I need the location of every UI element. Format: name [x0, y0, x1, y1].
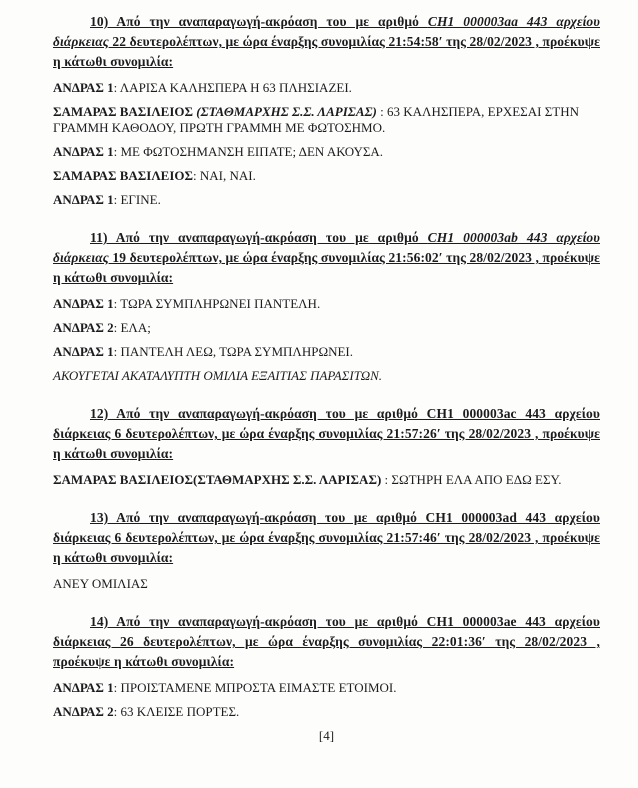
- transcript-paragraph: [53, 344, 600, 360]
- heading-text-pre: 11) Από την αναπαραγωγή-ακρόαση του με αριθμό: [90, 230, 428, 245]
- utterance-text: : ΣΩΤΗΡΗ ΕΛΑ ΑΠΟ ΕΔΩ ΕΣΥ.: [384, 472, 562, 487]
- utterance-text: : 63 ΚΛΕΙΣΕ ΠΟΡΤΕΣ.: [113, 704, 240, 719]
- utterance-text: : ΜΕ ΦΩΤΟΣΗΜΑΝΣΗ ΕΙΠΑΤΕ; ΔΕΝ ΑΚΟΥΣΑ.: [113, 144, 384, 159]
- transcript-paragraph: [53, 168, 600, 184]
- speaker-label: ΑΝΔΡΑΣ 1: [53, 192, 114, 207]
- speaker-label: ΑΝΔΡΑΣ 1: [53, 680, 114, 695]
- transcript-paragraph: [53, 320, 600, 336]
- section-heading: [53, 12, 600, 72]
- utterance-text: : ΠΑΝΤΕΛΗ ΛΕΩ, ΤΩΡΑ ΣΥΜΠΛΗΡΩΝΕΙ.: [113, 344, 354, 359]
- speaker-role-note: (ΣΤΑΘΜΑΡΧΗΣ Σ.Σ. ΛΑΡΙΣΑΣ): [196, 104, 377, 119]
- heading-text-pre: 13) Από την αναπαραγωγή-ακρόαση του με αριθμό CH1 000003ad 443 αρχείου διάρκειας 6 δευτερολέπτων, με ώρα έναρξης συνομιλίας 21:57:46′ της 28/02/2023 , προέκυψε η κάτωθι συνομιλία:: [53, 510, 600, 565]
- section-heading: [53, 404, 600, 464]
- utterance-text: : 63 ΚΑΛΗΣΠΕΡΑ, ΕΡΧΕΣΑΙ ΣΤΗΝ ΓΡΑΜΜΗ ΚΑΘΟΔΟΥ, ΠΡΩΤΗ ΓΡΑΜΜΗ ΜΕ ΦΩΤΟΣΗΜΟ.: [53, 104, 579, 135]
- section-12: [53, 404, 600, 488]
- heading-text-post: 19 δευτερολέπτων, με ώρα έναρξης συνομιλίας 21:56:02′ της 28/02/2023 , προέκυψε η κάτωθι συνομιλία:: [53, 250, 600, 285]
- section-11: [53, 228, 600, 384]
- heading-file-id: CH1 000003aa 443 αρχείου διάρκειας: [53, 14, 600, 49]
- section-heading: [53, 612, 600, 672]
- heading-text-pre: 12) Από την αναπαραγωγή-ακρόαση του με αριθμό CH1 000003ac 443 αρχείου διάρκειας 6 δευτερολέπτων, με ώρα έναρξης συνομιλίας 21:57:26′ της 28/02/2023 , προέκυψε η κάτωθι συνομιλία:: [53, 406, 600, 461]
- heading-text-pre: 10) Από την αναπαραγωγή-ακρόαση του με αριθμό: [90, 14, 428, 29]
- utterance-text: : ΤΩΡΑ ΣΥΜΠΛΗΡΩΝΕΙ ΠΑΝΤΕΛΗ.: [113, 296, 321, 311]
- speaker-label: ΑΝΔΡΑΣ 2: [53, 704, 114, 719]
- speaker-label: ΑΝΔΡΑΣ 1: [53, 344, 114, 359]
- transcript-paragraph: [53, 704, 600, 720]
- transcript-paragraph: [53, 104, 600, 136]
- speaker-label: ΑΝΔΡΑΣ 1: [53, 144, 114, 159]
- section-13: [53, 508, 600, 592]
- heading-text-pre: 14) Από την αναπαραγωγή-ακρόαση του με αριθμό CH1 000003ae 443 αρχείου διάρκειας 26 δευτερολέπτων, με ώρα έναρξης συνομιλίας 22:01:36′ της 28/02/2023 , προέκυψε η κάτωθι συνομιλία:: [53, 614, 600, 669]
- no-speech-note: [53, 576, 600, 592]
- speaker-label: ΑΝΔΡΑΣ 1: [53, 80, 114, 95]
- heading-text-post: 22 δευτερολέπτων, με ώρα έναρξης συνομιλίας 21:54:58′ της 28/02/2023 , προέκυψε η κάτωθι συνομιλία:: [53, 34, 600, 69]
- section-heading: [53, 508, 600, 568]
- utterance-text: : ΠΡΟΙΣΤΑΜΕΝΕ ΜΠΡΟΣΤΑ ΕΙΜΑΣΤΕ ΕΤΟΙΜΟΙ.: [113, 680, 397, 695]
- speaker-label: ΑΝΔΡΑΣ 1: [53, 296, 114, 311]
- speaker-label: ΣΑΜΑΡΑΣ ΒΑΣΙΛΕΙΟΣ: [53, 168, 193, 183]
- utterance-text: : ΕΓΙΝΕ.: [113, 192, 161, 207]
- speaker-label: ΣΑΜΑΡΑΣ ΒΑΣΙΛΕΙΟΣ(ΣΤΑΘΜΑΡΧΗΣ Σ.Σ. ΛΑΡΙΣΑΣ): [53, 472, 385, 487]
- section-14: [53, 612, 600, 720]
- speaker-label: ΣΑΜΑΡΑΣ ΒΑΣΙΛΕΙΟΣ: [53, 104, 197, 119]
- transcript-paragraph: [53, 80, 600, 96]
- section-10: [53, 12, 600, 208]
- utterance-text: : ΝΑΙ, ΝΑΙ.: [193, 168, 256, 183]
- utterance-text: : ΛΑΡΙΣΑ ΚΑΛΗΣΠΕΡΑ Η 63 ΠΛΗΣΙΑΖΕΙ.: [113, 80, 352, 95]
- section-heading: [53, 228, 600, 288]
- transcript-paragraph: [53, 192, 600, 208]
- transcript-paragraph: [53, 296, 600, 312]
- speaker-label: ΑΝΔΡΑΣ 2: [53, 320, 114, 335]
- transcript-paragraph: [53, 144, 600, 160]
- transcript-paragraph: [53, 680, 600, 696]
- heading-file-id: CH1 000003ab 443 αρχείου διάρκειας: [53, 230, 600, 265]
- narration-text: ΑΚΟΥΓΕΤΑΙ ΑΚΑΤΑΛΥΠΤΗ ΟΜΙΛΙΑ ΕΞΑΙΤΙΑΣ ΠΑΡΑΣΙΤΩΝ.: [53, 368, 383, 383]
- transcript-paragraph: [53, 472, 600, 488]
- narration-note: [53, 368, 600, 384]
- page-number: [4]: [318, 728, 335, 743]
- no-speech-text: ΑΝΕΥ ΟΜΙΛΙΑΣ: [53, 576, 148, 591]
- utterance-text: : ΕΛΑ;: [113, 320, 151, 335]
